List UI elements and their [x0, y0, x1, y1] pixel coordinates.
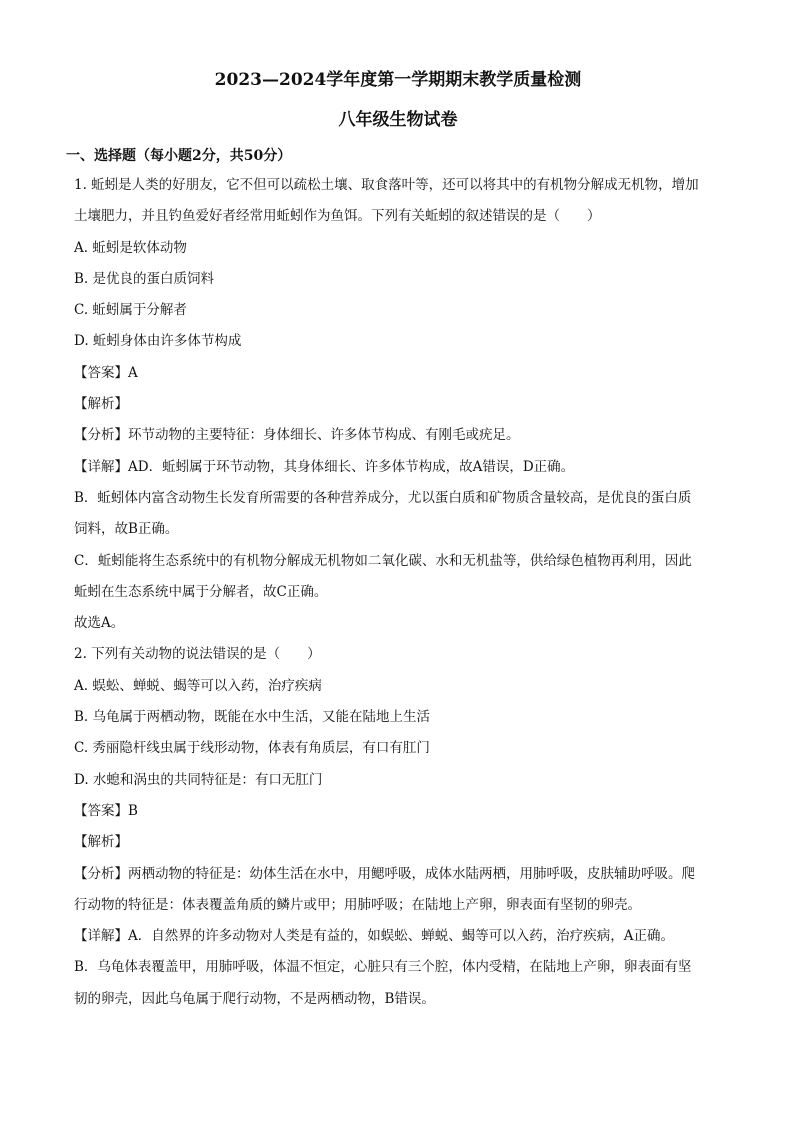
q2-detail-line-2: B．乌龟体表覆盖甲，用肺呼吸，体温不恒定，心脏只有三个腔，体内受精，在陆地上产卵，卵表面有坚 [74, 959, 692, 976]
q1-detail-line-4: C．蚯蚓能将生态系统中的有机物分解成无机物如二氧化碳、水和无机盐等，供给绿色植物再利用，因此 [74, 552, 692, 569]
question-body [74, 170, 722, 1015]
q1-option-d: D. 蚯蚓身体由许多体节构成 [74, 333, 242, 350]
q1-analysis: 【分析】环节动物的主要特征：身体细长、许多体节构成、有刚毛或疣足。 [74, 427, 520, 444]
q1-detail-line-3: 饲料，故B正确。 [74, 521, 179, 538]
q1-conclusion: 故选A。 [74, 615, 125, 632]
q2-detail-line-3: 韧的卵壳，因此乌龟属于爬行动物，不是两栖动物，B错误。 [74, 990, 435, 1007]
q1-option-c: C. 蚯蚓属于分解者 [74, 302, 187, 319]
exam-title: 2023—2024学年度第一学期期末教学质量检测 [214, 70, 582, 90]
q1-detail-line-2: B．蚯蚓体内富含动物生长发育所需要的各种营养成分，尤以蛋白质和矿物质含量较高，是优良的蛋白质 [74, 489, 692, 506]
q1-option-a: A. 蚯蚓是软体动物 [74, 239, 187, 256]
q2-option-d: D. 水螅和涡虫的共同特征是：有口无肛门 [74, 771, 323, 788]
q1-stem-line-1: 1. 蚯蚓是人类的好朋友，它不但可以疏松土壤、取食落叶等，还可以将其中的有机物分解成无机物，增加 [74, 177, 699, 193]
exam-subtitle: 八年级生物试卷 [338, 110, 458, 130]
q2-detail-line-1: 【详解】A．自然界的许多动物对人类是有益的，如蜈蚣、蝉蜕、蝎等可以入药，治疗疾病，A正确。 [74, 928, 674, 945]
q1-stem-line-2: 土壤肥力，并且钓鱼爱好者经常用蚯蚓作为鱼饵。下列有关蚯蚓的叙述错误的是（ ） [74, 208, 601, 225]
q1-answer: 【答案】A [74, 364, 138, 381]
q1-detail-line-1: 【详解】AD．蚯蚓属于环节动物，其身体细长、许多体节构成，故A错误，D正确。 [74, 458, 575, 475]
q2-analysis-line-2: 行动物的特征是：体表覆盖角质的鳞片或甲；用肺呼吸；在陆地上产卵，卵表面有坚韧的卵壳。 [74, 896, 641, 913]
q2-analysis-label: 【解析】 [74, 834, 128, 851]
q1-analysis-label: 【解析】 [74, 396, 128, 413]
q2-option-a: A. 蜈蚣、蝉蜕、蝎等可以入药，治疗疾病 [74, 677, 322, 694]
q2-stem: 2. 下列有关动物的说法错误的是（ ） [74, 646, 321, 663]
q2-analysis-line-1: 【分析】两栖动物的特征是：幼体生活在水中，用鳃呼吸，成体水陆两栖，用肺呼吸，皮肤辅助呼吸。爬 [74, 865, 695, 882]
q1-option-b: B. 是优良的蛋白质饲料 [74, 270, 215, 287]
q2-option-c: C. 秀丽隐杆线虫属于线形动物，体表有角质层，有口有肛门 [74, 740, 430, 757]
q2-option-b: B. 乌龟属于两栖动物，既能在水中生活，又能在陆地上生活 [74, 709, 431, 726]
section-heading: 一、选择题（每小题2分，共50分） [66, 148, 292, 164]
q1-detail-line-5: 蚯蚓在生态系统中属于分解者，故C正确。 [74, 583, 328, 600]
q2-answer: 【答案】B [74, 802, 138, 819]
